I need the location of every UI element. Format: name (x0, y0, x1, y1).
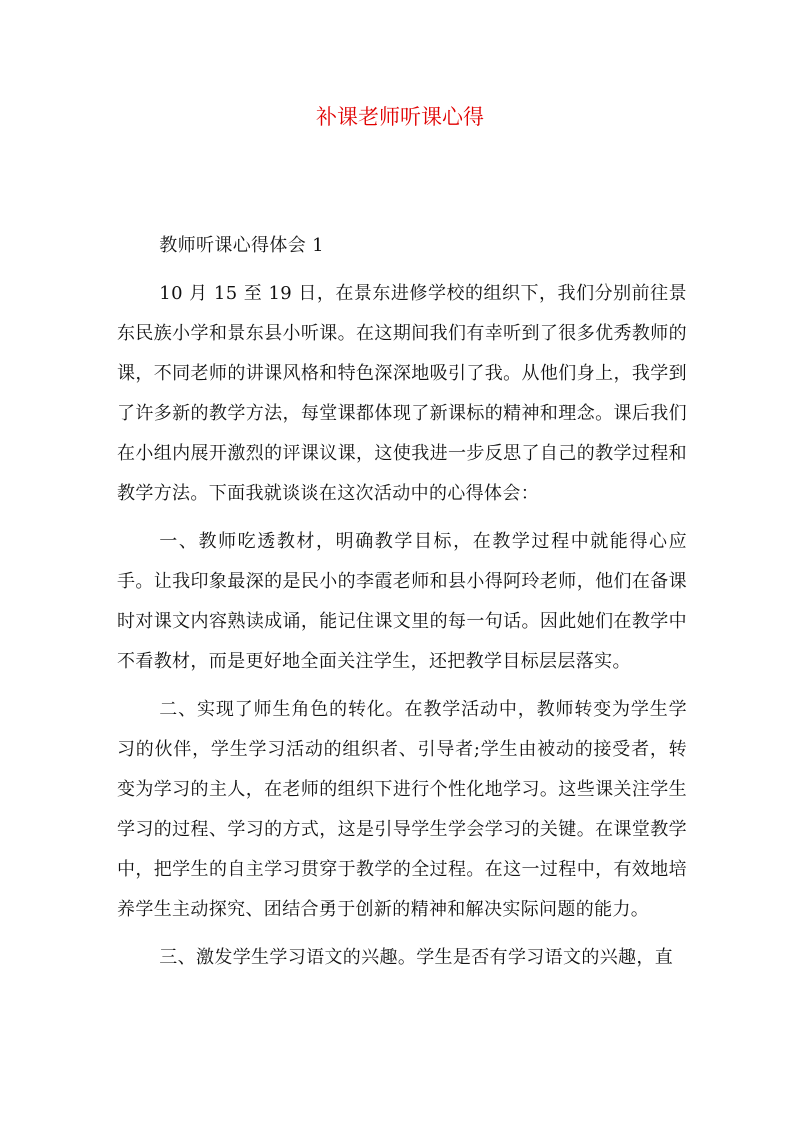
paragraph-point-1: 一、教师吃透教材，明确教学目标，在教学过程中就能得心应手。让我印象最深的是民小的李霞老师和县小得阿玲老师，他们在备课时对课文内容熟读成诵，能记住课文里的每一句话。因此她们在教学中不看教材，而是更好地全面关注学生，还把教学目标层层落实。 (117, 531, 687, 672)
document-title: 补课老师听课心得 (316, 105, 484, 129)
paragraph-intro: 10 月 15 至 19 日，在景东进修学校的组织下，我们分别前往景东民族小学和景东县小听课。在这期间我们有幸听到了很多优秀教师的课，不同老师的讲课风格和特色深深地吸引了我。从他们身上，我学到了许多新的教学方法，每堂课都体现了新课标的精神和理念。课后我们在小组内展开激烈的评课议课，这使我进一步反思了自己的教学过程和教学方法。下面我就谈谈在这次活动中的心得体会： (117, 283, 687, 504)
paragraph-point-2: 二、实现了师生角色的转化。在教学活动中，教师转变为学生学习的伙伴，学生学习活动的组织者、引导者;学生由被动的接受者，转变为学习的主人，在老师的组织下进行个性化地学习。这些课关注学生学习的过程、学习的方式，这是引导学生学会学习的关键。在课堂教学中，把学生的自主学习贯穿于教学的全过程。在这一过程中，有效地培养学生主动探究、团结合勇于创新的精神和解决实际问题的能力。 (117, 699, 687, 920)
paragraph-point-3: 三、激发学生学习语文的兴趣。学生是否有学习语文的兴趣，直 (159, 947, 674, 968)
document-body (117, 226, 687, 978)
section-heading: 教师听课心得体会 1 (159, 235, 324, 256)
